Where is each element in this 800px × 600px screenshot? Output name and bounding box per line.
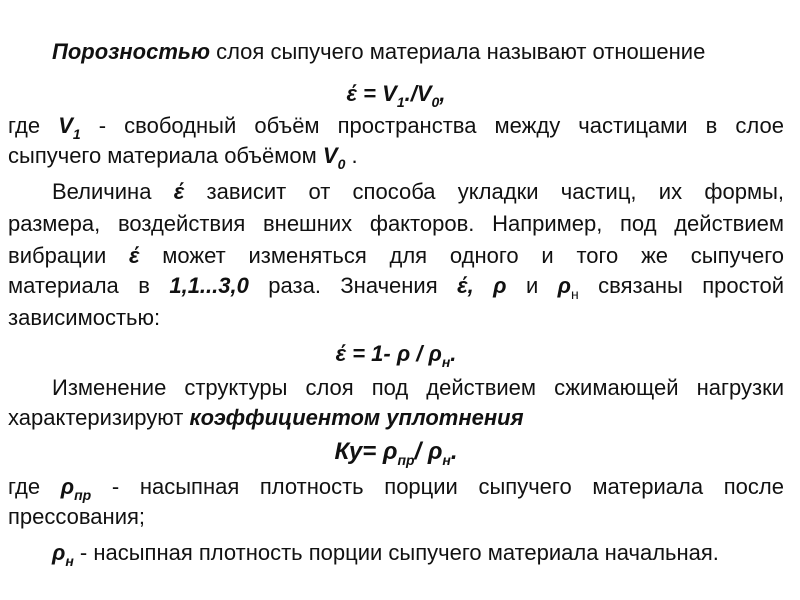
porosity-factors-line-4 <box>8 271 784 301</box>
porosity-definition-line <box>8 37 784 67</box>
rho-pr-definition-text: - насыпная плотность порции сыпучего материала после <box>91 474 784 499</box>
formula-porosity-density-end: . <box>450 341 457 366</box>
dependency-text: зависимостью: <box>8 305 161 330</box>
v1-where: где <box>8 113 59 138</box>
v1-definition-text: - свободный объём пространства между частицами в слое <box>80 113 784 138</box>
formula-porosity-mid: ./V <box>404 81 432 106</box>
formula-compaction-lhs: Ку= ρ <box>334 438 398 465</box>
v1-definition-line-2 <box>8 141 784 171</box>
formula-compaction-sub2: н <box>442 452 451 468</box>
formula-compaction <box>8 437 784 467</box>
and-text: и <box>506 273 558 298</box>
compaction-coefficient-term: коэффициентом уплотнения <box>189 405 524 430</box>
epsilon-symbol: έ <box>173 179 185 204</box>
porosity-factors-b: зависит от способа укладки частиц, их формы, <box>184 179 784 204</box>
vibration-text-b: может изменяться для одного и того же сыпучего <box>139 243 784 268</box>
rho-pr-symbol: ρ <box>60 474 75 499</box>
rho-n-definition-subscript: н <box>65 553 74 569</box>
v1-symbol: V <box>58 113 73 138</box>
porosity-factors-line-1 <box>52 177 784 207</box>
related-text: связаны простой <box>578 273 784 298</box>
epsilon-symbol-2: έ <box>129 243 140 268</box>
porosity-factors-line-3 <box>8 241 784 271</box>
rho-pr-definition-line-1 <box>8 472 784 502</box>
v1-subscript: 1 <box>72 126 81 142</box>
rho-n-definition-line <box>52 538 784 568</box>
v1-definition-line-1 <box>8 111 784 141</box>
compaction-line-2 <box>8 403 784 433</box>
formula-porosity-end: , <box>439 81 446 106</box>
porosity-definition-text: слоя сыпучего материала называют отношение <box>209 39 706 64</box>
vibration-text: вибрации <box>8 243 129 268</box>
rho-n-subscript: н <box>571 286 579 302</box>
formula-porosity-density-body: έ = 1- ρ / ρ <box>335 341 442 366</box>
porosity-factors-text-2: размера, воздействия внешних факторов. Например, под действием <box>8 211 784 236</box>
rho-n-definition-symbol: ρ <box>52 540 66 565</box>
epsilon-symbol-3: έ, <box>457 273 474 298</box>
values-text: раза. Значения <box>248 273 458 298</box>
formula-compaction-mid: / ρ <box>414 438 443 465</box>
rho-pr-definition-line-2 <box>8 502 784 532</box>
v0-symbol: V <box>322 143 338 168</box>
formula-porosity-lhs: έ = V <box>346 81 397 106</box>
range-value: 1,1...3,0 <box>169 273 249 298</box>
formula-compaction-end: . <box>450 438 458 465</box>
range-text: материала в <box>8 273 170 298</box>
compaction-text-2: характеризируют <box>8 405 190 430</box>
pressing-text: прессования; <box>8 504 146 529</box>
porosity-factors-line-2 <box>8 209 784 239</box>
porosity-term: Порозностью <box>52 39 210 64</box>
formula-porosity-sub2: 0 <box>431 94 440 110</box>
v0-subscript: 0 <box>337 156 346 172</box>
formula-porosity <box>8 79 784 109</box>
v0-end: . <box>345 143 358 168</box>
formula-porosity-sub1: 1 <box>396 94 405 110</box>
rho-symbol: ρ <box>493 273 507 298</box>
formula-compaction-sub1: пр <box>397 452 415 468</box>
rho-pr-where: где <box>8 474 61 499</box>
compaction-line-1 <box>52 373 784 403</box>
porosity-factors-a: Величина <box>52 179 174 204</box>
compaction-text-1: Изменение структуры слоя под действием сжимающей нагрузки <box>52 375 784 400</box>
rho-pr-subscript: пр <box>74 487 92 503</box>
rho-n-definition-text: - насыпная плотность порции сыпучего материала начальная. <box>73 540 719 565</box>
formula-porosity-density <box>8 339 784 369</box>
v0-text: сыпучего материала объёмом <box>8 143 323 168</box>
porosity-factors-line-5 <box>8 303 784 333</box>
formula-porosity-density-sub: н <box>441 354 451 370</box>
rho-n-symbol: ρ <box>557 273 571 298</box>
